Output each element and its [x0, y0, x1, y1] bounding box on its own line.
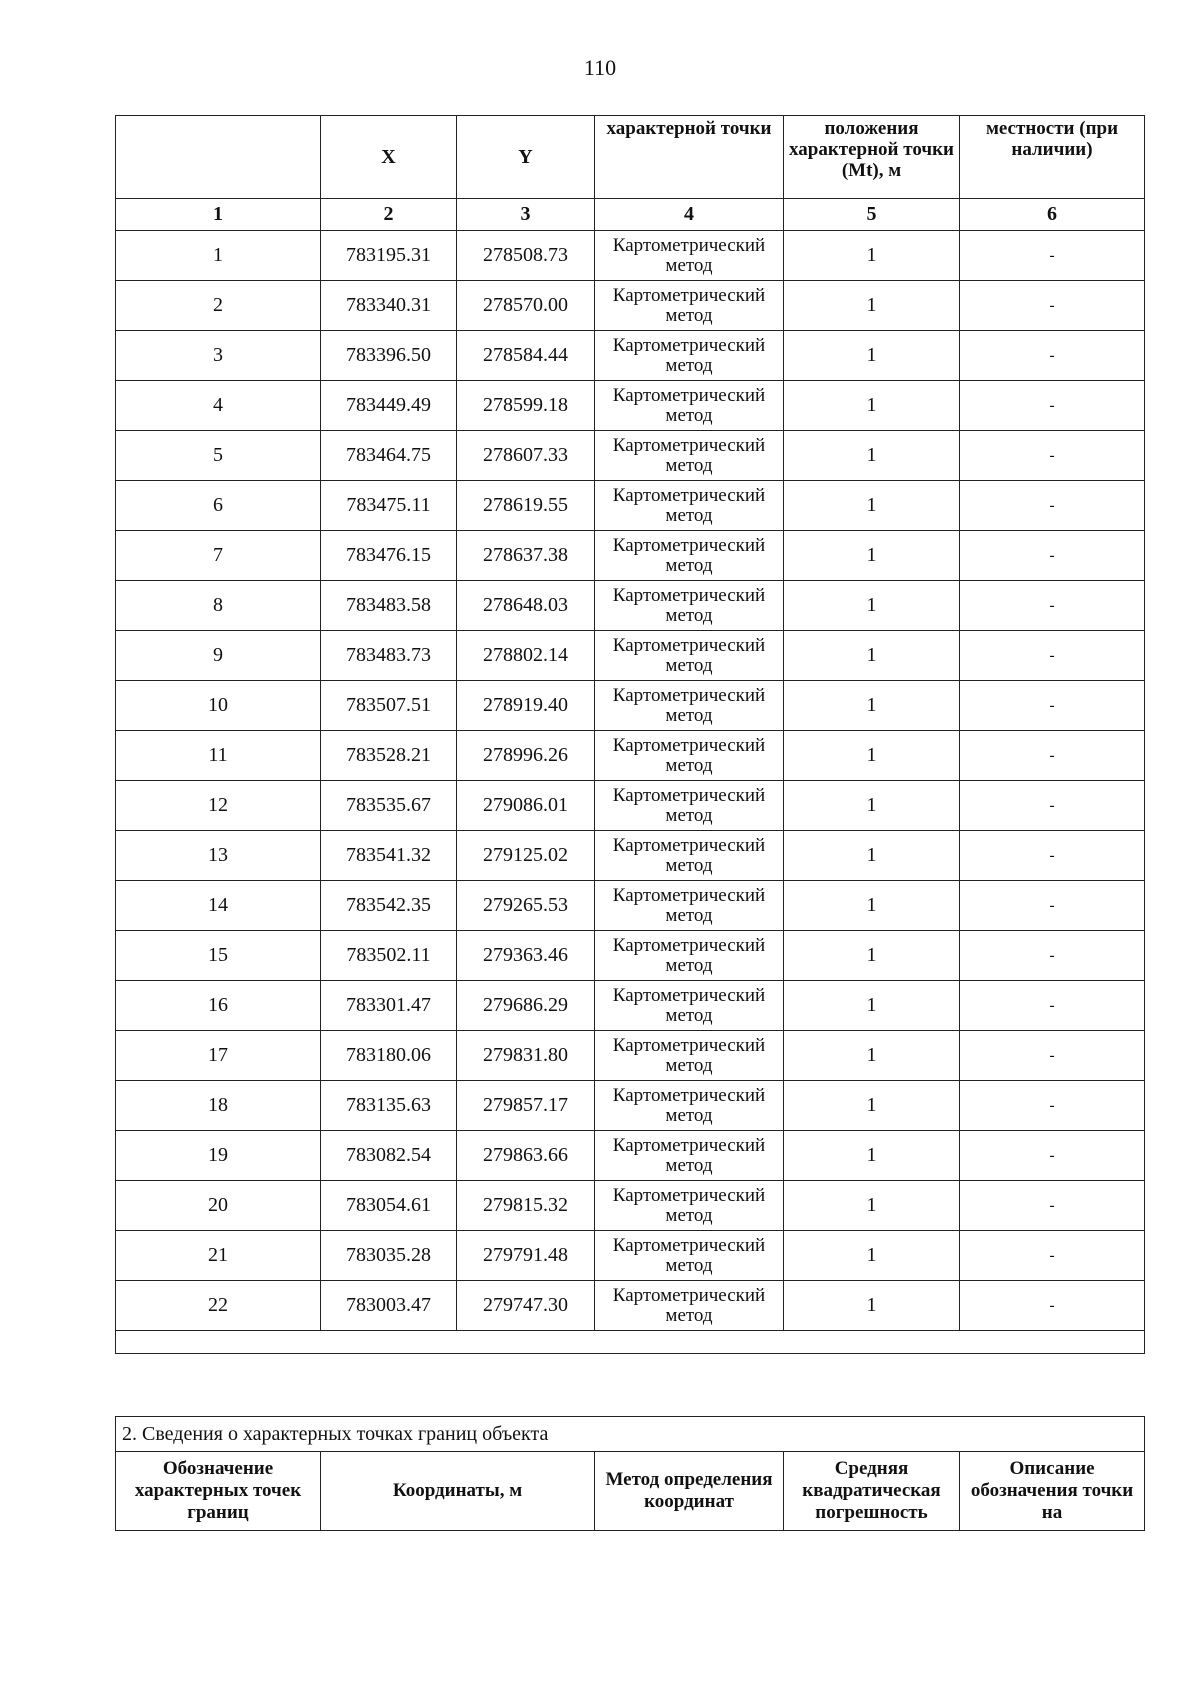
header-point-label — [116, 116, 321, 199]
point-number-cell: 8 — [116, 581, 321, 631]
error-cell: 1 — [784, 231, 960, 281]
x-coordinate-cell: 783340.31 — [321, 281, 457, 331]
method-cell: Картометрический метод — [595, 581, 784, 631]
header-x: X — [321, 116, 457, 199]
y-coordinate-cell: 279791.48 — [457, 1231, 595, 1281]
y-coordinate-cell: 279125.02 — [457, 831, 595, 881]
point-number-cell: 3 — [116, 331, 321, 381]
description-cell: - — [960, 231, 1145, 281]
table-row — [116, 681, 1145, 731]
description-cell: - — [960, 1031, 1145, 1081]
description-cell: - — [960, 881, 1145, 931]
y-coordinate-cell: 278619.55 — [457, 481, 595, 531]
empty-cell — [116, 1331, 1145, 1354]
method-cell: Картометрический метод — [595, 1231, 784, 1281]
y-coordinate-cell: 279863.66 — [457, 1131, 595, 1181]
point-number-cell: 21 — [116, 1231, 321, 1281]
x-coordinate-cell: 783464.75 — [321, 431, 457, 481]
error-cell: 1 — [784, 1231, 960, 1281]
y-coordinate-cell: 278802.14 — [457, 631, 595, 681]
header-point-label: Обозначение характерных точек границ — [116, 1452, 321, 1531]
x-coordinate-cell: 783003.47 — [321, 1281, 457, 1331]
table-row — [116, 1231, 1145, 1281]
y-coordinate-cell: 278508.73 — [457, 231, 595, 281]
x-coordinate-cell: 783507.51 — [321, 681, 457, 731]
point-number-cell: 7 — [116, 531, 321, 581]
point-number-cell: 11 — [116, 731, 321, 781]
method-cell: Картометрический метод — [595, 281, 784, 331]
error-cell: 1 — [784, 531, 960, 581]
x-coordinate-cell: 783035.28 — [321, 1231, 457, 1281]
header-description: местности (при наличии) — [960, 116, 1145, 199]
method-cell: Картометрический метод — [595, 631, 784, 681]
method-cell: Картометрический метод — [595, 481, 784, 531]
x-coordinate-cell: 783528.21 — [321, 731, 457, 781]
table-row — [116, 1281, 1145, 1331]
x-coordinate-cell: 783195.31 — [321, 231, 457, 281]
y-coordinate-cell: 279857.17 — [457, 1081, 595, 1131]
error-cell: 1 — [784, 731, 960, 781]
table-row — [116, 781, 1145, 831]
table-row — [116, 531, 1145, 581]
method-cell: Картометрический метод — [595, 731, 784, 781]
x-coordinate-cell: 783180.06 — [321, 1031, 457, 1081]
y-coordinate-cell: 278570.00 — [457, 281, 595, 331]
boundary-points-table — [115, 115, 1145, 1354]
description-cell: - — [960, 1131, 1145, 1181]
description-cell: - — [960, 281, 1145, 331]
table-row — [116, 831, 1145, 881]
table-row — [116, 381, 1145, 431]
table-row — [116, 881, 1145, 931]
table-row — [116, 631, 1145, 681]
point-number-cell: 14 — [116, 881, 321, 931]
y-coordinate-cell: 278648.03 — [457, 581, 595, 631]
table-row — [116, 281, 1145, 331]
x-coordinate-cell: 783483.73 — [321, 631, 457, 681]
table-row — [116, 1131, 1145, 1181]
error-cell: 1 — [784, 331, 960, 381]
method-cell: Картометрический метод — [595, 781, 784, 831]
error-cell: 1 — [784, 831, 960, 881]
description-cell: - — [960, 431, 1145, 481]
method-cell: Картометрический метод — [595, 1181, 784, 1231]
error-cell: 1 — [784, 581, 960, 631]
description-cell: - — [960, 1081, 1145, 1131]
description-cell: - — [960, 831, 1145, 881]
error-cell: 1 — [784, 1131, 960, 1181]
y-coordinate-cell: 279686.29 — [457, 981, 595, 1031]
table-row — [116, 481, 1145, 531]
point-number-cell: 22 — [116, 1281, 321, 1331]
error-cell: 1 — [784, 1281, 960, 1331]
error-cell: 1 — [784, 381, 960, 431]
table-row — [116, 581, 1145, 631]
x-coordinate-cell: 783054.61 — [321, 1181, 457, 1231]
point-number-cell: 15 — [116, 931, 321, 981]
method-cell: Картометрический метод — [595, 1281, 784, 1331]
boundary-info-table — [115, 1416, 1145, 1531]
description-cell: - — [960, 931, 1145, 981]
header-coordinates: Координаты, м — [321, 1452, 595, 1531]
table-header-row — [116, 116, 1145, 199]
point-number-cell: 1 — [116, 231, 321, 281]
table-row — [116, 1081, 1145, 1131]
header-y: Y — [457, 116, 595, 199]
point-number-cell: 9 — [116, 631, 321, 681]
point-number-cell: 19 — [116, 1131, 321, 1181]
method-cell: Картометрический метод — [595, 231, 784, 281]
table2-header-row — [116, 1452, 1145, 1531]
error-cell: 1 — [784, 1081, 960, 1131]
x-coordinate-cell: 783535.67 — [321, 781, 457, 831]
column-number: 4 — [595, 199, 784, 231]
table-row — [116, 931, 1145, 981]
error-cell: 1 — [784, 1031, 960, 1081]
empty-row — [116, 1331, 1145, 1354]
x-coordinate-cell: 783396.50 — [321, 331, 457, 381]
error-cell: 1 — [784, 881, 960, 931]
description-cell: - — [960, 1281, 1145, 1331]
x-coordinate-cell: 783541.32 — [321, 831, 457, 881]
point-number-cell: 2 — [116, 281, 321, 331]
x-coordinate-cell: 783475.11 — [321, 481, 457, 531]
description-cell: - — [960, 331, 1145, 381]
y-coordinate-cell: 279086.01 — [457, 781, 595, 831]
method-cell: Картометрический метод — [595, 881, 784, 931]
header-error: положения характерной точки (Mt), м — [784, 116, 960, 199]
table-row — [116, 981, 1145, 1031]
x-coordinate-cell: 783449.49 — [321, 381, 457, 431]
y-coordinate-cell: 278584.44 — [457, 331, 595, 381]
page-number: 110 — [583, 55, 617, 80]
error-cell: 1 — [784, 781, 960, 831]
y-coordinate-cell: 278637.38 — [457, 531, 595, 581]
description-cell: - — [960, 981, 1145, 1031]
header-method: Метод определения координат — [595, 1452, 784, 1531]
column-number: 6 — [960, 199, 1145, 231]
error-cell: 1 — [784, 931, 960, 981]
x-coordinate-cell: 783476.15 — [321, 531, 457, 581]
y-coordinate-cell: 278919.40 — [457, 681, 595, 731]
point-number-cell: 17 — [116, 1031, 321, 1081]
header-error: Средняя квадратическая погрешность — [784, 1452, 960, 1531]
table-row — [116, 331, 1145, 381]
error-cell: 1 — [784, 481, 960, 531]
method-cell: Картометрический метод — [595, 681, 784, 731]
error-cell: 1 — [784, 681, 960, 731]
table-row — [116, 731, 1145, 781]
column-number: 2 — [321, 199, 457, 231]
method-cell: Картометрический метод — [595, 831, 784, 881]
y-coordinate-cell: 279747.30 — [457, 1281, 595, 1331]
description-cell: - — [960, 581, 1145, 631]
y-coordinate-cell: 278996.26 — [457, 731, 595, 781]
method-cell: Картометрический метод — [595, 931, 784, 981]
point-number-cell: 10 — [116, 681, 321, 731]
point-number-cell: 4 — [116, 381, 321, 431]
description-cell: - — [960, 1231, 1145, 1281]
header-description: Описание обозначения точки на — [960, 1452, 1145, 1531]
point-number-cell: 13 — [116, 831, 321, 881]
x-coordinate-cell: 783542.35 — [321, 881, 457, 931]
x-coordinate-cell: 783135.63 — [321, 1081, 457, 1131]
method-cell: Картометрический метод — [595, 1131, 784, 1181]
table-body — [116, 231, 1145, 1331]
x-coordinate-cell: 783502.11 — [321, 931, 457, 981]
y-coordinate-cell: 279265.53 — [457, 881, 595, 931]
description-cell: - — [960, 481, 1145, 531]
description-cell: - — [960, 731, 1145, 781]
table-row — [116, 431, 1145, 481]
point-number-cell: 18 — [116, 1081, 321, 1131]
error-cell: 1 — [784, 981, 960, 1031]
error-cell: 1 — [784, 281, 960, 331]
column-number-row — [116, 199, 1145, 231]
error-cell: 1 — [784, 1181, 960, 1231]
method-cell: Картометрический метод — [595, 381, 784, 431]
header-method: характерной точки — [595, 116, 784, 199]
method-cell: Картометрический метод — [595, 981, 784, 1031]
y-coordinate-cell: 278599.18 — [457, 381, 595, 431]
error-cell: 1 — [784, 631, 960, 681]
method-cell: Картометрический метод — [595, 531, 784, 581]
method-cell: Картометрический метод — [595, 331, 784, 381]
x-coordinate-cell: 783082.54 — [321, 1131, 457, 1181]
section-caption: 2. Сведения о характерных точках границ объекта — [116, 1417, 1145, 1452]
description-cell: - — [960, 1181, 1145, 1231]
table-row — [116, 231, 1145, 281]
section-caption-row — [116, 1417, 1145, 1452]
method-cell: Картометрический метод — [595, 1031, 784, 1081]
table-row — [116, 1181, 1145, 1231]
method-cell: Картометрический метод — [595, 431, 784, 481]
description-cell: - — [960, 781, 1145, 831]
column-number: 1 — [116, 199, 321, 231]
point-number-cell: 16 — [116, 981, 321, 1031]
description-cell: - — [960, 381, 1145, 431]
point-number-cell: 12 — [116, 781, 321, 831]
table-row — [116, 1031, 1145, 1081]
y-coordinate-cell: 278607.33 — [457, 431, 595, 481]
column-number: 5 — [784, 199, 960, 231]
y-coordinate-cell: 279363.46 — [457, 931, 595, 981]
y-coordinate-cell: 279831.80 — [457, 1031, 595, 1081]
description-cell: - — [960, 531, 1145, 581]
description-cell: - — [960, 631, 1145, 681]
point-number-cell: 5 — [116, 431, 321, 481]
x-coordinate-cell: 783301.47 — [321, 981, 457, 1031]
x-coordinate-cell: 783483.58 — [321, 581, 457, 631]
column-number: 3 — [457, 199, 595, 231]
point-number-cell: 20 — [116, 1181, 321, 1231]
y-coordinate-cell: 279815.32 — [457, 1181, 595, 1231]
error-cell: 1 — [784, 431, 960, 481]
method-cell: Картометрический метод — [595, 1081, 784, 1131]
description-cell: - — [960, 681, 1145, 731]
point-number-cell: 6 — [116, 481, 321, 531]
